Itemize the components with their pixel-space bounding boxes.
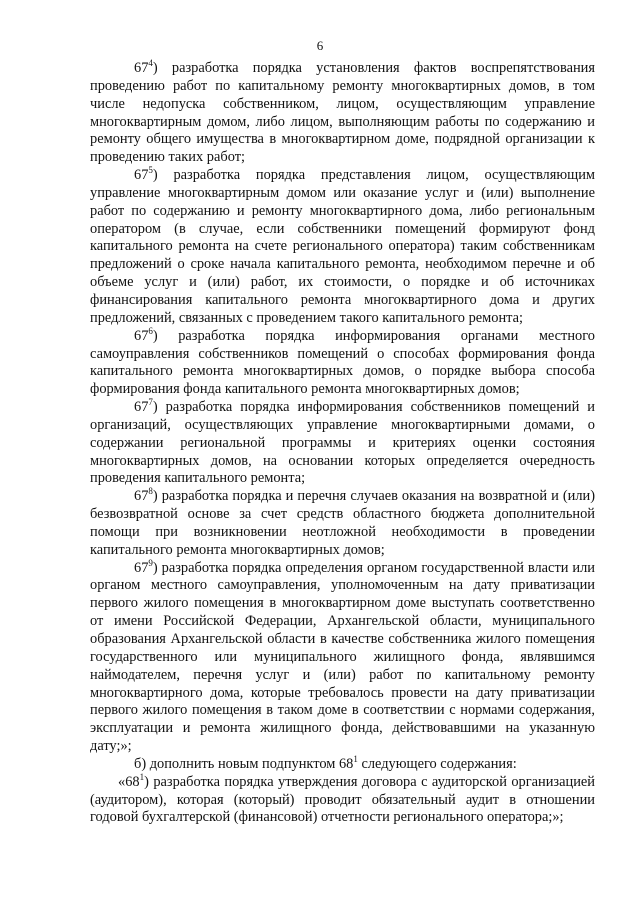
paragraph-67-6: $67^6$) разработка порядка информирования органами местного самоуправления собственников помещений о способах формирования фонда капитального ремонта многоквартирных домов, о порядке выбора способа формирования фонда капитального ремонта многоквартирных домов; (90, 325, 595, 398)
paragraph-67-9: $67^9$) разработка порядка определения органом государственной власти или органом местного самоуправления, уполномоченным на дату приватизации первого жилого помещения в многоквартирном доме выступать соответственно от имени Российской Федерации, Архангельской области, муниципального образования Архангельской области в качестве собственника жилого помещения государственного или муниципального жилищного фонда, являвшимся наймодателем, перечня услуг и (или) работ по капитальному ремонту многоквартирного дома, которые требовалось провести на дату приватизации первого жилого помещения в таком доме в соответствии с нормами содержания, эксплуатации и ремонта жилищного фонда, действовавшими на указанную дату;»; (90, 557, 595, 755)
paragraph-67-8: $67^8$) разработка порядка и перечня случаев оказания на возвратной и (или) безвозвратной основе за счет средств областного бюджета дополнительной помощи при возникновении неотложной необходимости в проведении капитального ремонта многоквартирных домов; (90, 486, 595, 558)
paragraph-68-1: «$68^1$) разработка порядка утверждения договора с аудиторской организацией (аудитором), которая (который) проводит обязательный аудит в отношении годовой бухгалтерской (финансовой) отчетности регионального оператора;»; (90, 771, 595, 826)
paragraph-amendment-b: б) дополнить новым подпунктом $68^1$ следующего содержания: (134, 753, 517, 772)
paragraph-67-5: $67^5$) разработка порядка представления лицом, осуществляющим управление многоквартирным домом или оказание услуг и (или) выполнение работ по содержанию и ремонту многоквартирного дома, либо региональным оператором (в случае, если собственники помещений формируют фонд капитального ремонта на счете регионального оператора) таким собственникам предложений о сроке начала капитального ремонта, необходимом перечне и об объеме услуг и (или) работ, их стоимости, о порядке и об источниках финансирования капитального ремонта многоквартирного дома и других предложений, связанных с проведением такого капитального ремонта; (90, 165, 595, 326)
paragraph-67-7: $67^7$) разработка порядка информирования собственников помещений и организаций, осуществляющих управление многоквартирными домами, о содержании региональной программы и критериях оценки состояния многоквартирных домов, на основании которых определяется очередность проведения капитального ремонта; (90, 397, 595, 487)
document-body (90, 60, 595, 827)
page-number: 6 (316, 38, 324, 53)
paragraph-67-4: $67^4$) разработка порядка установления фактов воспрепятствования проведению работ по капитальному ремонту многоквартирных домов, в том числе недопуска собственником, лицом, осуществляющим управление многоквартирным домом, либо лицом, выполняющим работы по содержанию и ремонту общего имущества в многоквартирном доме, подрядной организации к проведению таких работ; (90, 58, 595, 166)
